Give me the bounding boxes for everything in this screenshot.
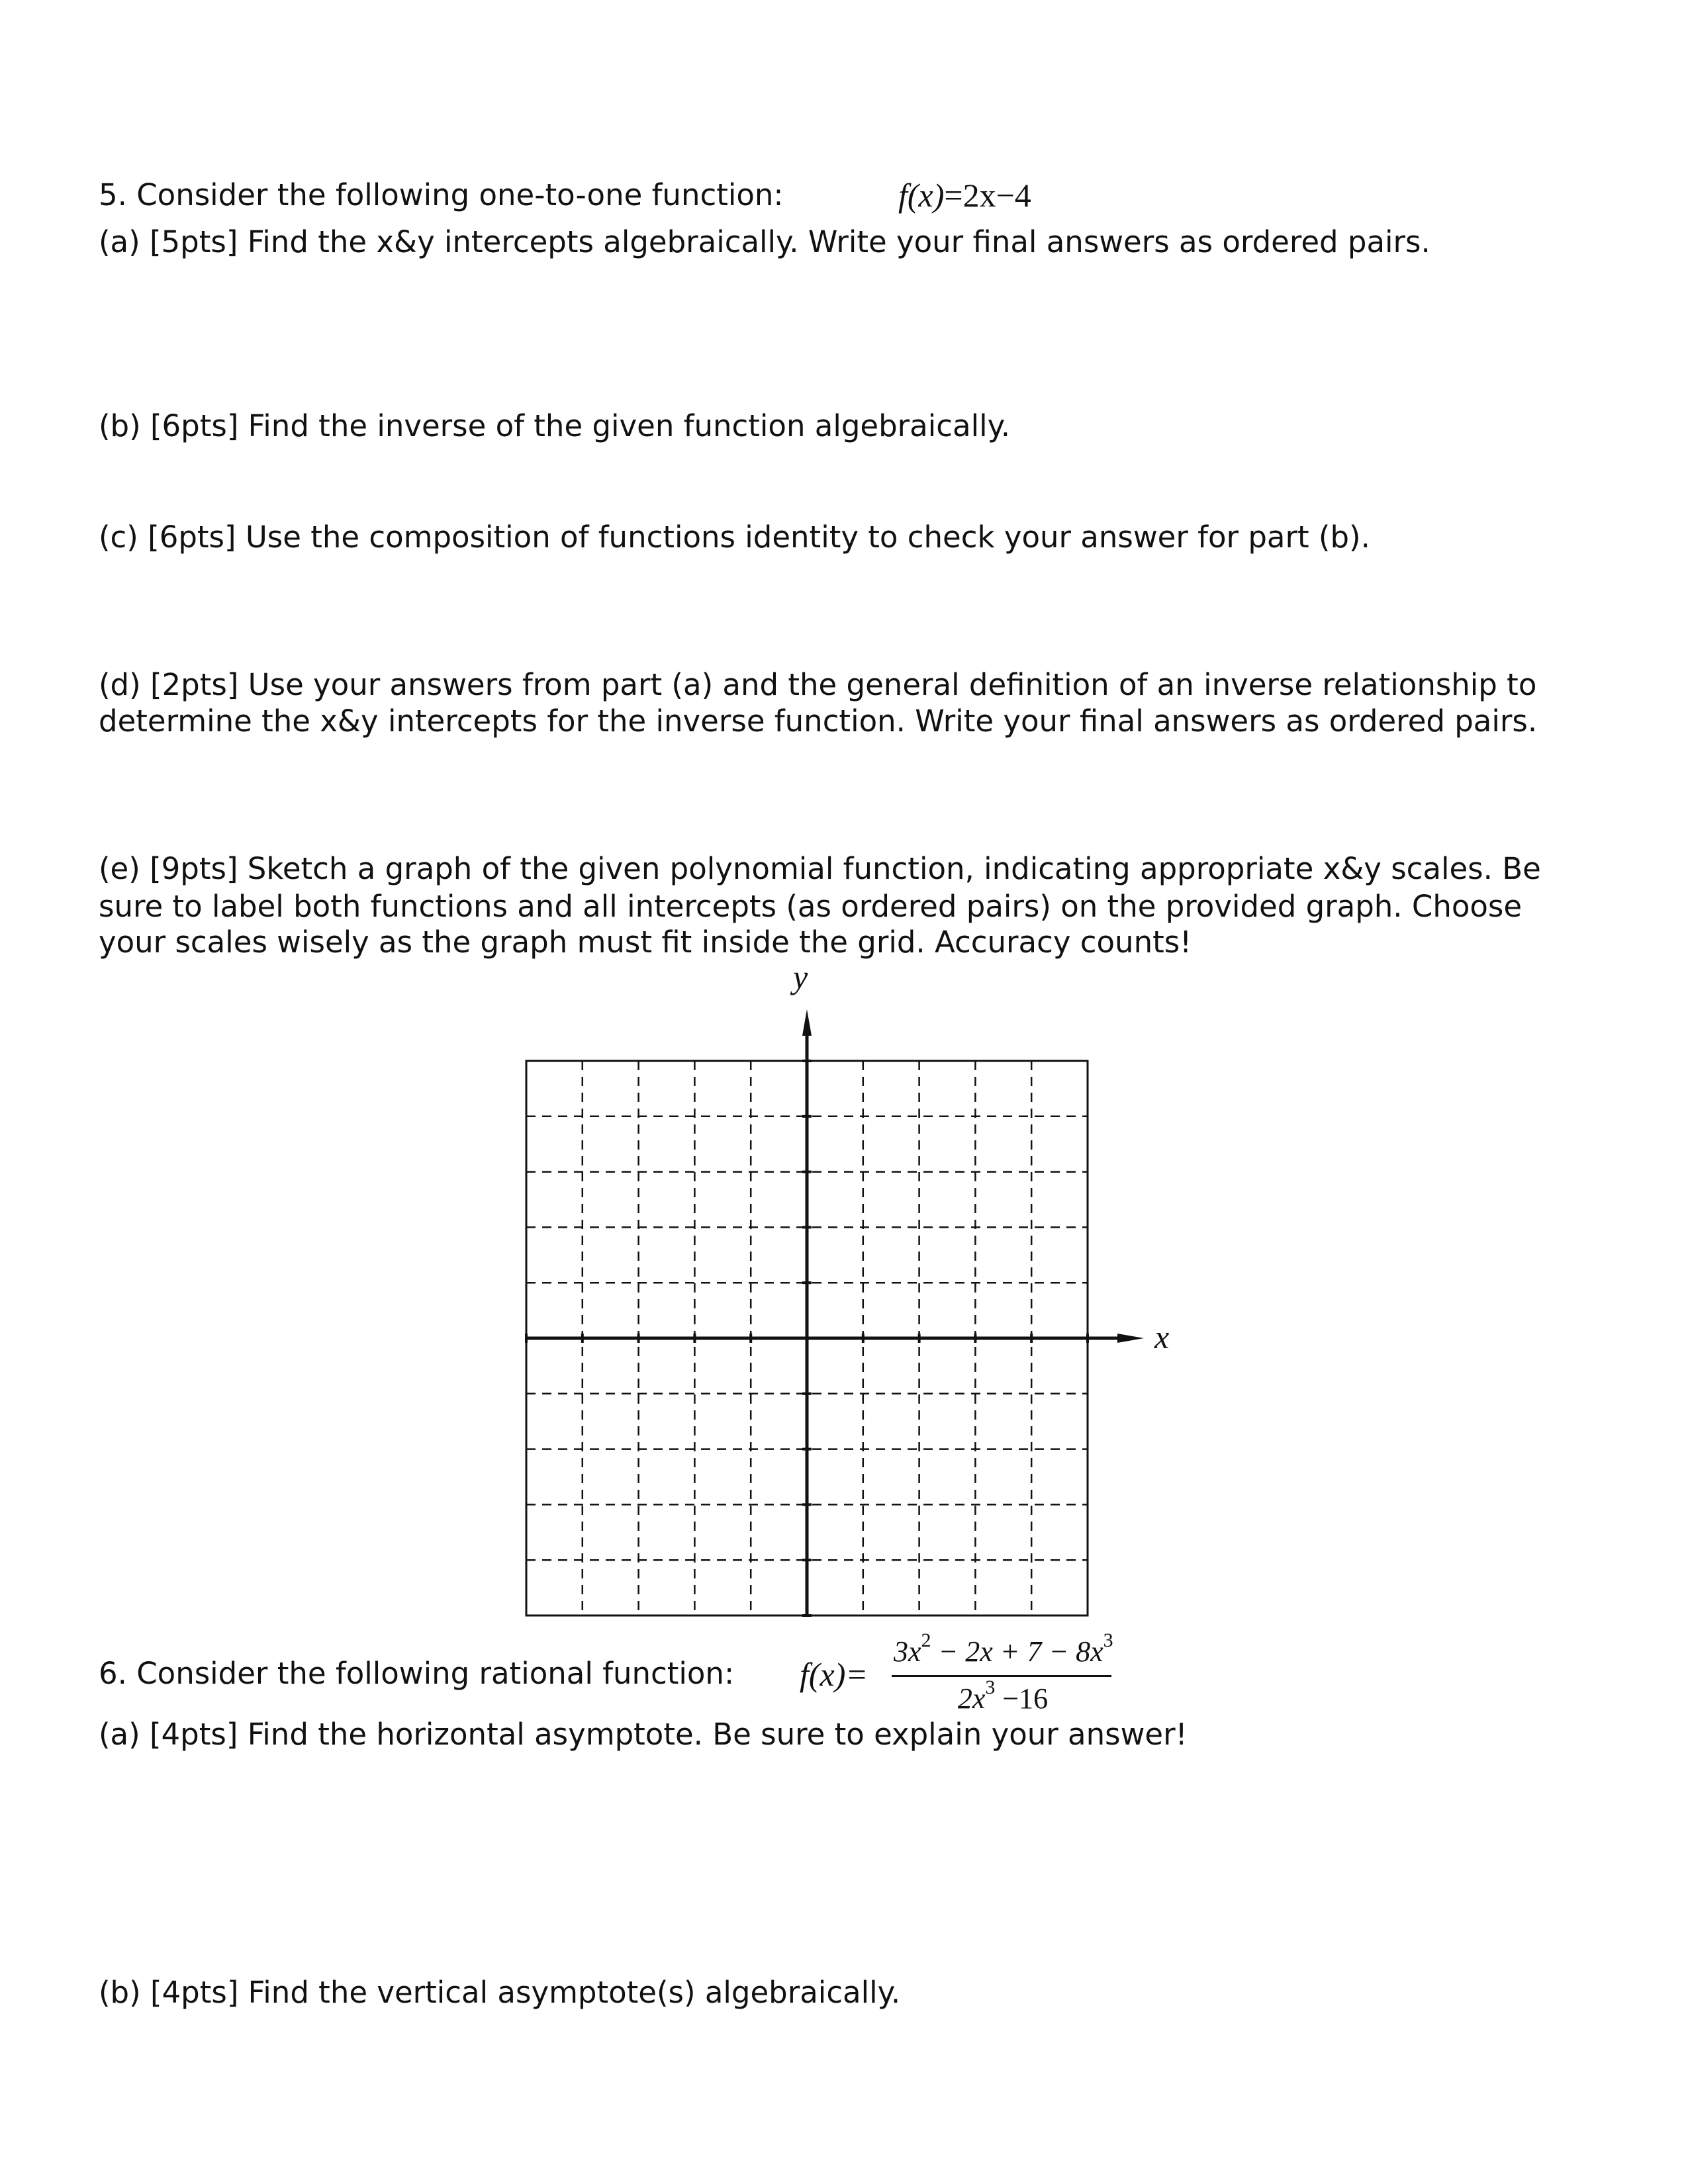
q5-intro: 5. Consider the following one-to-one function: xyxy=(99,177,784,212)
q5d-prompt-line1: (d) [2pts] Use your answers from part (a) and the general definition of an inverse relationship to xyxy=(99,667,1537,702)
q6-denominator xyxy=(894,1676,1112,1717)
q5-function-rhs: =2x−4 xyxy=(944,177,1031,214)
num-exp2: 3 xyxy=(1103,1629,1113,1651)
q6b-prompt: (b) [4pts] Find the vertical asymptote(s) algebraically. xyxy=(99,1975,901,2010)
y-axis-label: y xyxy=(793,958,808,995)
num-term2: − 2x + 7 − 8x xyxy=(931,1635,1103,1668)
q5d-prompt-line2: determine the x&y intercepts for the inverse function. Write your final answers as ordered pairs. xyxy=(99,704,1538,739)
den-exp1: 3 xyxy=(985,1676,996,1698)
num-exp1: 2 xyxy=(921,1629,931,1651)
q5e-prompt-line3: your scales wisely as the graph must fit inside the grid. Accuracy counts! xyxy=(99,925,1192,960)
q5a-prompt: (a) [5pts] Find the x&y intercepts algebraically. Write your final answers as ordered pairs. xyxy=(99,224,1430,259)
num-term1: 3x xyxy=(894,1635,921,1668)
q5c-prompt: (c) [6pts] Use the composition of functions identity to check your answer for part (b). xyxy=(99,520,1370,555)
q6-function-name: f(x)= xyxy=(800,1656,868,1693)
q5b-prompt: (b) [6pts] Find the inverse of the given function algebraically. xyxy=(99,408,1011,443)
q6-numerator xyxy=(894,1629,1113,1670)
fraction-bar xyxy=(892,1675,1111,1677)
q6a-prompt: (a) [4pts] Find the horizontal asymptote. Be sure to explain your answer! xyxy=(99,1717,1188,1752)
q5-function-lhs: f(x) xyxy=(898,177,945,214)
y-axis-arrow-icon xyxy=(802,1009,812,1036)
x-axis-label: x xyxy=(1154,1318,1170,1355)
x-axis-arrow-icon xyxy=(1117,1334,1144,1343)
q6-function-lhs xyxy=(800,1656,868,1693)
q6-intro: 6. Consider the following rational function: xyxy=(99,1656,735,1691)
q5e-prompt-line1: (e) [9pts] Sketch a graph of the given polynomial function, indicating appropriate x&y scales. Be xyxy=(99,851,1541,886)
den-term1: 2x xyxy=(957,1682,986,1715)
den-term2: −16 xyxy=(995,1682,1049,1715)
q5e-prompt-line2: sure to label both functions and all intercepts (as ordered pairs) on the provided graph. Choose xyxy=(99,889,1523,924)
